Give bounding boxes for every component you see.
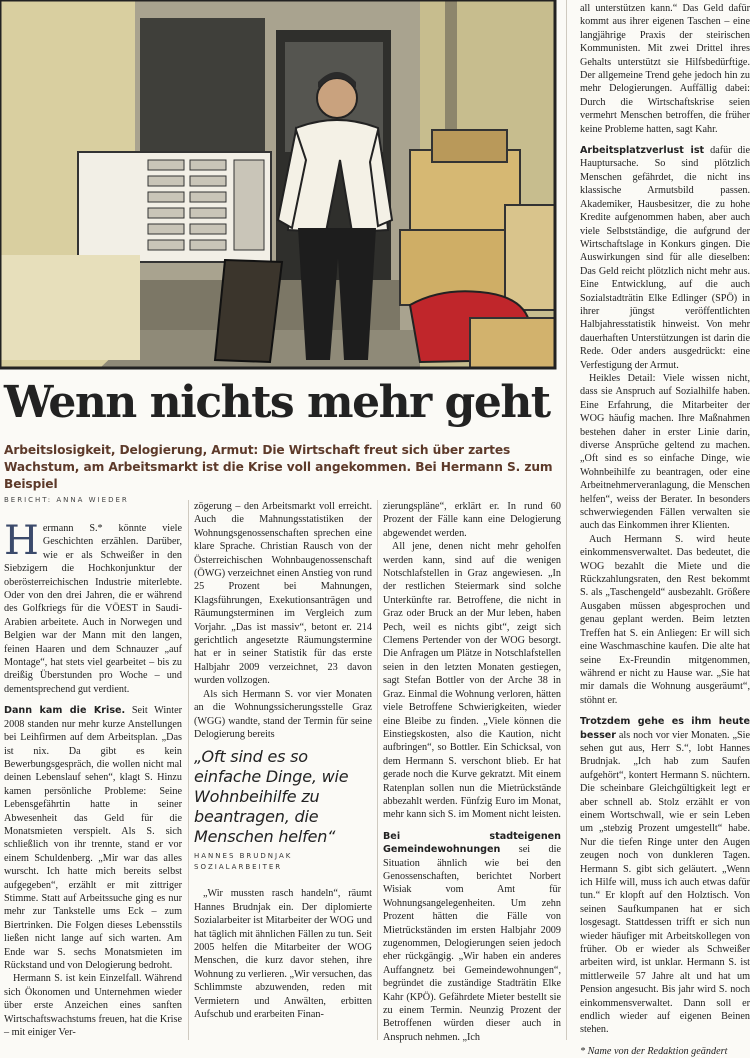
footnote: * Name von der Redaktion geändert [580,1045,728,1057]
article-illustration [0,0,555,368]
paragraph: Dann kam die Krise. Seit Winter 2008 standen nur mehr kurze Anstellungen bei Leihfirmen auf dem Arbeitsplan. „Das ist nix. Da gibt es kein Bewerbungsgespräch, die wollen nicht mal deinen Lebenslauf sehen“, klagt S. Hinzu kamen persönliche Probleme: Seine Lebensgefährtin hatte in seiner Abwesenheit das Geld für die Monatsmieten verspielt. Als S. sich schließlich von ihr trennte, stand er vor einem Schuldenberg. „Mir war das alles wurscht. Ich hatte mich bereits selbst aufgegeben“, erzählt er mit zittriger Stimme. Statt auf Arbeitssuche ging es nur mehr zur Tankstelle ums Eck – zum Biertrinken. Die Folgen dieses Lebensstils ließen nicht lange auf sich warten. Am Ende war S. sechs Monatsmieten im Rückstand und von Delogierung bedroht. [4,705,182,971]
paragraph: Hermann S. ist kein Einzelfall. Während sich Ökonomen und Unternehmen wieder über erste Anzeichen eines sanften Wirtschaftswachstums freuen, hat die Krise – mit einiger Ver- [4,973,182,1039]
paragraph: Arbeitsplatzverlust ist dafür die Hauptursache. So sind plötzlich Menschen gefährdet, die nicht ins klassische Armutsbild passen. Akademiker, Hausbesitzer, die zu hohe Kredite aufgenommen haben, aber auch viele Selbstständige, die aufgrund der Wirtschaftslage in Konkurs gingen. Die Auswirkungen sind für alle dieselben: Das Geld reicht plötzlich nicht mehr aus. Eine Entwicklung, auf die auch Sozialstadträtin Elke Edlinger (SPÖ) in ihrer jüngst veröffentlichten Halbjahresstatistik hinweist. Von mehr dauerhaften Unterstützungen ist darin die Rede. Oder anders ausgedrückt: eine Verfestigung der Armut. [580,145,750,371]
illustration-svg [0,0,555,368]
paragraph: Hermann S.* könnte viele Geschichten erzählen. Darüber, wie er als Schweißer in den Siebzigern die Hochkonjunktur der oberösterreichischen Industrie miterlebte. Oder von den drei Jahren, die er während des Golfkriegs für die VÖEST in Saudi-Arabien arbeitete. Auch in Norwegen und Belgien war der Mann mit den langen, feinen Haaren und dem Schnauzer „auf Montage“, hat stets viel gearbeitet – bis zu dreißig Überstunden pro Woche – und dementsprechend gut verdient. [4,518,182,695]
paragraph: Trotzdem gehe es ihm heute besser als noch vor vier Monaten. „Sie sehen gut aus, Herr S.“, lobt Hannes Brudnjak. „Ich hab zum Saufen aufgehört“, kontert Hermann S. nüchtern. Die scheinbare Gleichgültigkeit legt er aber schnell ab. Stolz erzählt er von einem Wortschwall, wie er sein Leben um „stebzig Prozent umgestellt“ habe. Nur die tiefen Ringe unter den Augen zeugen noch von dunkleren Tagen. Hermann S. gibt sich geläutert. „Wenn ich Hilfe will, muss ich auch etwas dafür tun.“ Er klopft auf den Holztisch. Von seinen Saufkumpanen hat er sich losgesagt. Stattdessen trifft er sich nun wieder häufiger mit Arbeitskollegen von früher. Ob er wieder als Schweißer arbeiten wird, ist unklar. Hermann S. ist mittlerweile 57 Jahre alt und hat um Pension angesucht. Bis jahr wird S. noch einkommensverwaltet. Dann soll er endlich wieder auf eigenen Beinen stehen. [580,716,750,1036]
paragraph: Auch Hermann S. wird heute einkommensverwaltet. Das bedeutet, die WOG bezahlt die Miete und die Rückzahlungsraten, den Rest bekommt S. als „Taschengeld“ ausbezahlt. Größere Ausgaben müssen abgesprochen und genau geplant werden. Beim letzten Treffen hat S. ein Anliegen: Er will sich eine Waschmaschine kaufen. Die alte hat seine Ex-Freundin mitgenommen, während er nicht zu Hause war. „Sie hat mir damals die Wohnung ausgeräumt“, stöhnt er. [580,533,750,706]
paragraph-lead: Arbeitsplatzverlust ist [580,145,705,157]
article-column-2 [194,500,372,1040]
column-divider [566,0,567,1040]
paragraph: Bei stadteigenen Gemeindewohnungen sei die Situation ähnlich wie bei den Genossenschaften, berichtet Norbert Wisiak vom Amt für Wohnungsangelegenheiten. Um zehn Prozent hätten die Fälle von Mietrückständen im ersten Halbjahr 2009 zugenommen, Delogierungen seien jedoch eher rückgängig. „Wir haben ein anderes Auffangnetz bei Gemeindewohnungen“, begründet die zuständige Stadträtin Elke Kahr (KPÖ). Gefährdete Mieter bestellt sie zu einem Termin. Neunzig Prozent der Betroffenen würden dieser auch in Anspruch nehmen. „Ich [383,830,561,1043]
pull-quote-role: SOZIALARBEITER [194,863,283,872]
paragraph: zierungspläne“, erklärt er. In rund 60 Prozent der Fälle kann eine Delogierung abgewendet werden. [383,501,561,539]
article-column-1 [4,518,182,1040]
article-column-3 [383,500,561,1043]
paragraph-lead: Dann kam die Krise. [4,705,126,717]
pull-quote-name: HANNES BRUDNJAK [194,852,293,861]
paragraph: Als sich Hermann S. vor vier Monaten an die Wohnungssicherungsstelle Graz (WGG) wandte, stand der Termin für seine Delogierung bereits [194,688,372,740]
pull-quote: „Oft sind es so einfache Dinge, wie Wohnbeihilfe zu beantragen, die Menschen helfen“ [194,747,349,847]
paragraph-lead: Trotzdem gehe es ihm heute besser [580,716,750,741]
article-headline: Wenn nichts mehr geht [4,377,550,428]
column-divider [188,500,189,1040]
paragraph: all unterstützen kann.“ Das Geld dafür kommt aus ihrer eigenen Taschen – eine langjährige Praxis der steirischen Kommunisten. Mit zwei Drittel ihres Gehalts unterstützt sie Hilfsbedürftige. Der allgemeine Trend gehe jedoch hin zu mehr Delogierungen. Auffällig dabei: Durch die Wirtschaftskrise seien vermehrt Menschen betroffen, die früher keine Probleme hatten, sagt Kahr. [580,3,750,135]
paragraph: Heikles Detail: Viele wissen nicht, dass sie Anspruch auf Sozialhilfe haben. Eine Erfahrung, die Mitarbeiter der WOG häufig machen. Ihre Maßnahmen bestehen daher in erster Linie darin, diverse Ansprüche geltend zu machen. „Oft sind es so einfache Dinge, wie Wohnbeihilfe zu beantragen, oder eine Arbeitnehmerveranlagung, die Menschen helfen“, weiss der Berater. In besonders schwerwiegenden Fällen verwalten sie auch das Einkommen ihrer Klienten. [580,372,750,532]
drop-cap: H [4,518,39,564]
article-column-4 [580,2,750,1057]
paragraph: zögerung – den Arbeitsmarkt voll erreicht. Auch die Mahnungsstatistiken der Wohnungsgenossenschaften sprechen eine klare Sprache. Christian Rausch von der Österreichischen Wohnbaugenossenschaft (ÖWG) verzeichnet einen Anstieg von rund 25 Prozent bei Mahnungen, Klagsführungen, Exekutionsanträgen und Räumungsterminen im Vergleich zum Vorjahr. „Das ist massiv“, betont er. 214 gerichtlich angesetzte Räumungstermine hat er in seiner Statistik für das erste Halbjahr 2009 verzeichnet, 23 davon wurden vollzogen. [194,501,372,687]
paragraph: „Wir mussten rasch handeln“, räumt Hannes Brudnjak ein. Der diplomierte Sozialarbeiter ist Mitarbeiter der WOG und hat täglich mit ähnlichen Fällen zu tun. Seit 2005 helfen die Mitarbeiter der WOG Menschen, die kurz davor stehen, ihre Wohnung zu verlieren. „Wir versuchen, das Schlimmste abzuwenden, reden mit Vermietern und Anwälten, erbitten Aufschub und erarbeiten Finan- [194,888,372,1020]
paragraph-lead: Bei stadteigenen Gemeindewohnungen [383,830,561,856]
pull-quote-author [194,851,372,873]
column-divider [377,500,378,1040]
article-subhead: Arbeitslosigkeit, Delogierung, Armut: Die Wirtschaft freut sich über zartes Wachstum, am Arbeitsmarkt ist die Krise voll angekommen. Bei Hermann S. zum Beispiel [4,443,553,491]
paragraph: All jene, denen nicht mehr geholfen werden kann, sind auf die wenigen Notschlafstellen in Graz angewiesen. „In der restlichen Steiermark sind solche Unterkünfte rar. Betroffene, die nicht in Graz oder Bruck an der Mur leben, haben Pech, weil es nichts gibt“, zeigt sich Clemens Pertender von der WOG besorgt. Die Anfragen um Plätze in Notschlafstellen seien in den letzten Monaten gestiegen, sagt Stefan Bottler von der Arche 38 in Graz. Einmal die Wohnung verloren, hätten viele Betroffene Schwierigkeiten, wieder eine Bleibe zu finden. „Viele können die Einstiegskosten, also die Kaution, nicht aufbringen“, so Bottler. Ein Schicksal, von dem Hermann S. verschont blieb. Er hat gerade noch die Kurve gekratzt. Mit einem Ratenplan sollen nun die Mietrückstände abbezahlt werden. Fünfzig Euro im Monat, mehr kann sich S. im Moment nicht leisten. [383,541,561,821]
article-byline: BERICHT: ANNA WIEDER [4,496,129,504]
